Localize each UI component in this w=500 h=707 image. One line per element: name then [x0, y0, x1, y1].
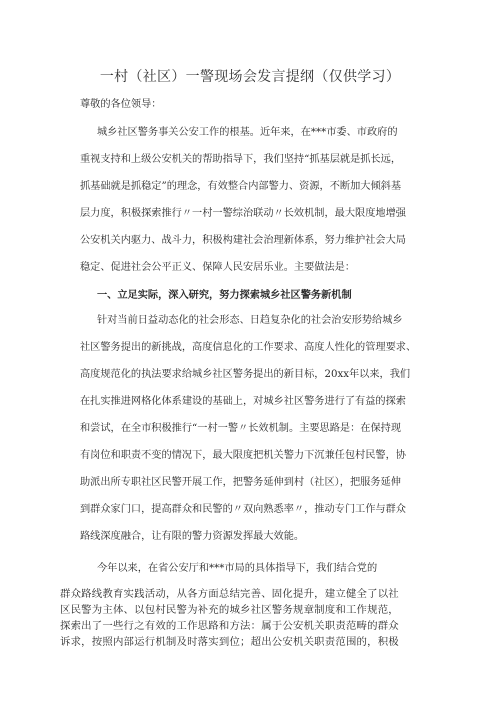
document-title: 一村（社区）一警现场会发言提纲（仅供学习） [99, 69, 401, 85]
paragraph-line: 针对当前日益动态化的社会形态、日趋复杂化的社会治安形势给城乡 [97, 315, 403, 326]
paragraph-line: 到群众家门口，提高群众和民警的〃双向熟悉率〃，推动专门工作与群众 [80, 504, 406, 515]
paragraph-line: 社区警务提出的新挑战，高度信息化的工作要求、高度人性化的管理要求、 [80, 342, 417, 353]
paragraph-line: 层力度，积极探索推行〃一村一警综治联动〃长效机制，最大限度地增强 [80, 208, 406, 219]
paragraph-line: 诉求，按照内部运行机制及时落实到位；超出公安机关职责范围的，积极 [60, 636, 399, 648]
paragraph-line: 助派出所专职社区民警开展工作，把警务延伸到村（社区），把服务延伸 [80, 477, 401, 488]
paragraph-line: 高度规范化的执法要求给城乡社区警务提出的新目标，20xx年以来，我们 [80, 369, 411, 380]
paragraph-line: 重视支持和上级公安机关的帮助指导下，我们坚持“抓基层就是抓长远， [80, 154, 402, 165]
paragraph-line: 抓基础就是抓稳定”的理念，有效整合内部警力、资源，不断加大倾斜基 [80, 181, 402, 192]
paragraph-line: 有岗位和职责不变的情况下，最大限度把机关警力下沉兼任包村民警，协 [80, 450, 406, 461]
paragraph-line: 公安机关内驱力、战斗力，积极构建社会治理新体系，努力维护社会大局 [80, 235, 406, 246]
paragraph-line: 探索出了一些行之有效的工作思路和方法：属于公安机关职责范畴的群众 [60, 620, 399, 632]
paragraph-line: 和尝试，在全市积极推行“一村一警〃长效机制。主要思路是：在保持现 [80, 423, 402, 434]
paragraph-line: 今年以来，在省公安厅和***市局的具体指导下，我们结合党的 [97, 563, 378, 574]
paragraph-line: 区民警为主体、以包村民警为补充的城乡社区警务规章制度和工作规范， [60, 604, 399, 616]
section-heading: 一、立足实际，深入研究，努力探索城乡社区警务新机制 [97, 289, 352, 301]
salutation: 尊敬的各位领导： [80, 99, 162, 110]
paragraph-line: 路线深度融合，让有限的警力资源发挥最大效能。 [80, 531, 305, 542]
paragraph-line: 在扎实推进网格化体系建设的基础上，对城乡社区警务进行了有益的探索 [80, 396, 406, 407]
paragraph-line: 稳定、促进社会公平正义、保障人民安居乐业。主要做法是： [80, 262, 356, 273]
paragraph-line: 群众路线教育实践活动，从各方面总结完善、固化提升，建立健全了以社 [60, 588, 399, 600]
paragraph-line: 城乡社区警务事关公安工作的根基。近年来，在***市委、市政府的 [97, 127, 398, 138]
